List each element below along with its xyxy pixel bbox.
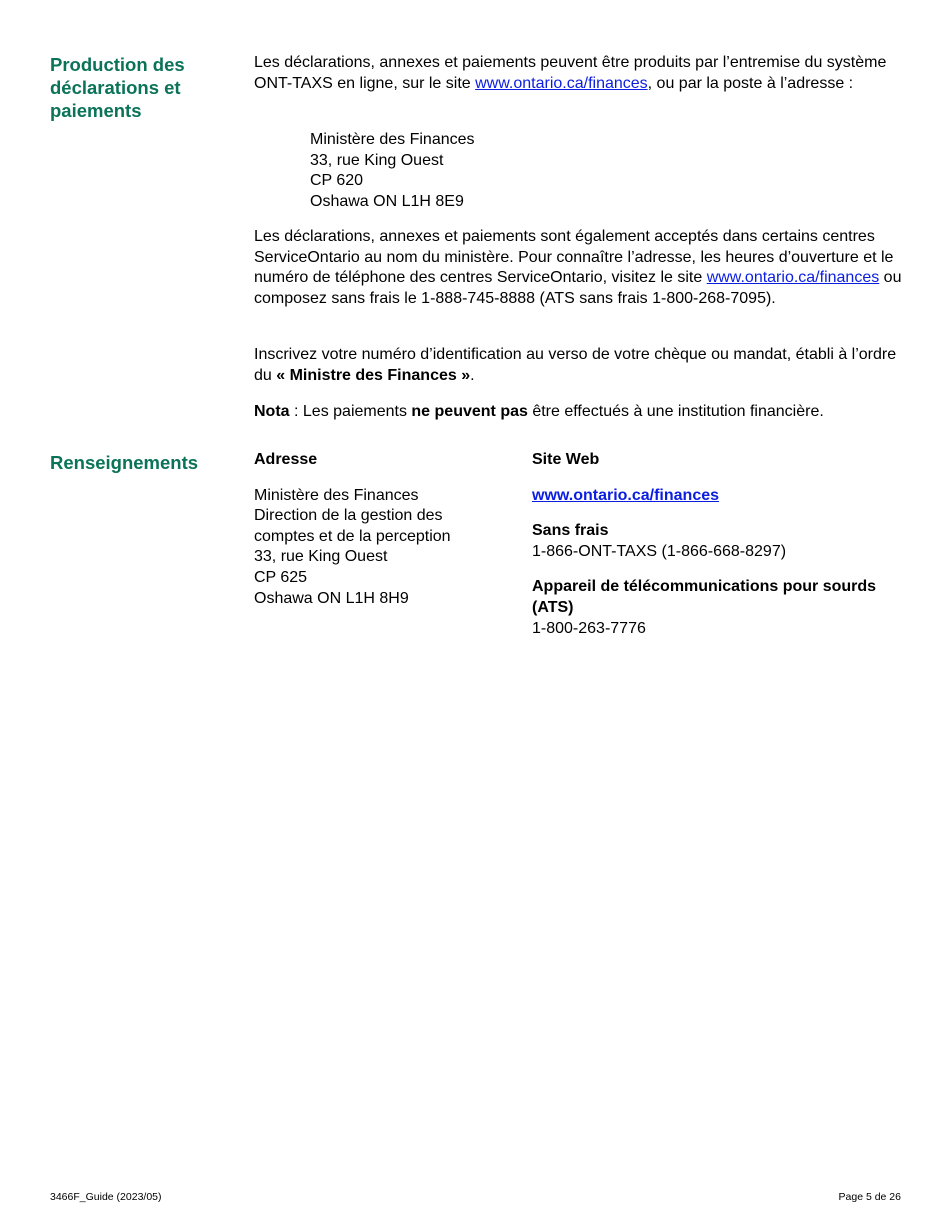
tty-title-line: (ATS) <box>532 598 574 616</box>
ontario-finances-link[interactable]: www.ontario.ca/finances <box>706 269 880 287</box>
filing-heading-line: paiements <box>50 100 142 121</box>
address-line: CP 620 <box>310 172 364 190</box>
tollfree-number: 1-866-ONT-TAXS (1-866-668-8297) <box>532 542 787 560</box>
tty-title-line: Appareil de télécommunications pour sourds <box>532 578 877 596</box>
filing-heading <box>50 53 240 122</box>
text: être effectués à une institution financière. <box>527 403 824 420</box>
filing-paragraph-2 <box>254 227 904 310</box>
tollfree-title: Sans frais <box>532 522 609 540</box>
payee-name: « Ministre des Finances » <box>276 366 471 384</box>
info-heading: Renseignements <box>50 452 199 473</box>
web-title: Site Web <box>532 451 600 468</box>
website-link[interactable]: www.ontario.ca/finances <box>532 486 720 504</box>
contact-column <box>532 450 876 639</box>
note-emphasis: ne peuvent pas <box>411 403 528 420</box>
filing-heading-line: déclarations et <box>50 77 181 98</box>
address-title: Adresse <box>254 451 318 468</box>
filing-paragraph-1 <box>254 53 904 94</box>
address-line: Direction de la gestion des <box>254 507 443 525</box>
address-line: 33, rue King Ouest <box>254 548 388 566</box>
text: : Les paiements <box>289 403 412 420</box>
ontario-finances-link[interactable]: www.ontario.ca/finances <box>475 74 648 92</box>
filing-note <box>254 402 904 423</box>
filing-heading-line: Production des <box>50 54 185 75</box>
text: Les déclarations, annexes et paiements peuvent être produits par l’entremise du système ONT-TAXS en ligne, sur le site <box>254 54 887 92</box>
filing-paragraph-3 <box>254 345 904 386</box>
address-column <box>254 450 451 609</box>
mail-address <box>310 130 475 212</box>
note-label: Nota <box>254 403 290 420</box>
footer-doc-id: 3466F_Guide (2023/05) <box>50 1191 162 1203</box>
footer-page-number: Page 5 de 26 <box>838 1191 901 1203</box>
text: . <box>470 366 475 384</box>
address-line: 33, rue King Ouest <box>310 151 444 169</box>
text: Les déclarations, annexes et paiements sont également acceptés dans certains centres ServiceOntario au nom du ministère. Pour connaître l’adresse, les heures d’ouverture et le numéro de téléphone des centres ServiceOntario, visitez le site <box>254 228 894 287</box>
text: ou composez sans frais le 1-888-745-8888 (ATS sans frais 1-800-268-7095). <box>254 269 902 308</box>
text: Inscrivez votre numéro d’identification au verso de votre chèque ou mandat, établi à l’ordre du <box>254 346 897 384</box>
tty-number: 1-800-263-7776 <box>532 619 646 637</box>
text: , ou par la poste à l’adresse : <box>647 74 854 92</box>
address-line: Oshawa ON L1H 8H9 <box>254 589 409 607</box>
address-line: Oshawa ON L1H 8E9 <box>310 192 464 210</box>
address-line: Ministère des Finances <box>254 486 419 504</box>
address-line: CP 625 <box>254 568 308 586</box>
address-line: Ministère des Finances <box>310 131 475 148</box>
address-line: comptes et de la perception <box>254 527 451 545</box>
